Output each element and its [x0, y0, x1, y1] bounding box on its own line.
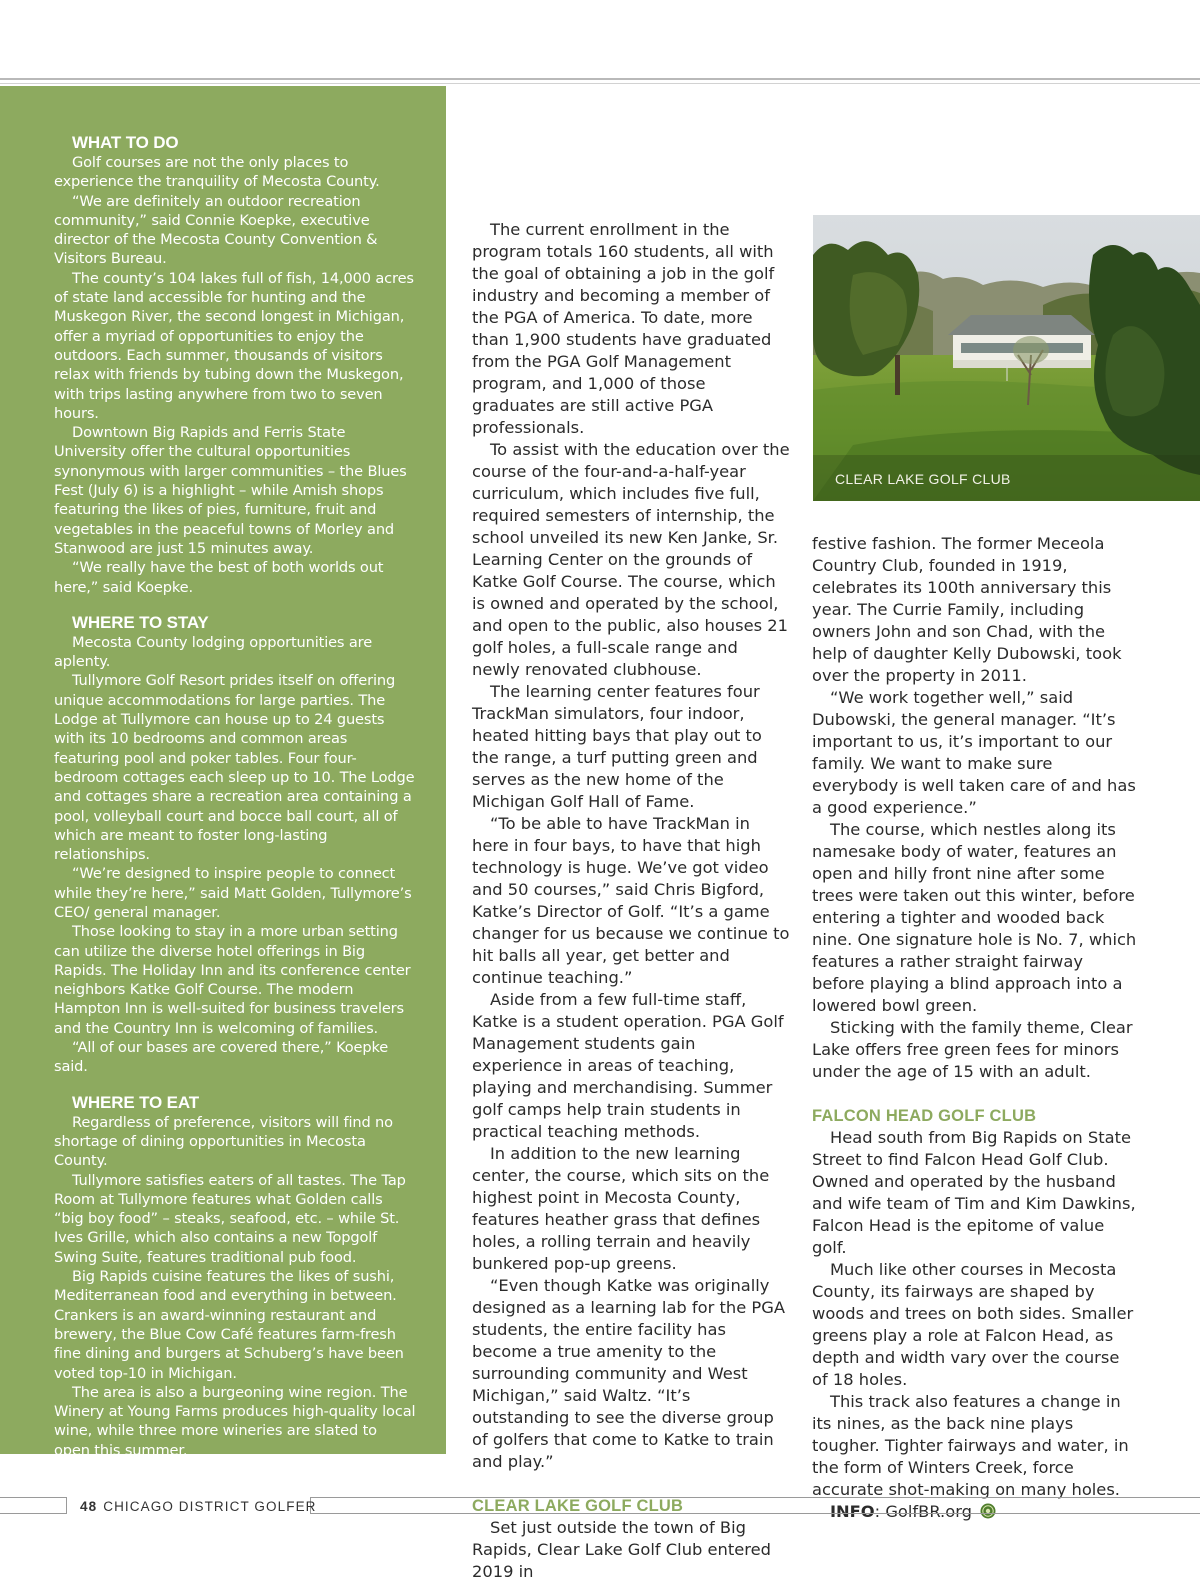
body-paragraph: The current enrollment in the program totals 160 students, all with the goal of obtaining a job in the golf industry and becoming a member of the PGA of America. To date, more than 1,900 students have graduated from the PGA Golf Management program, and 1,000 of those graduates are still active PGA professionals. [472, 220, 775, 437]
sidebar-paragraph: Those looking to stay in a more urban setting can utilize the diverse hotel offerings in Big Rapids. The Holiday Inn and its conference center neighbors Katke Golf Course. The modern Hampton Inn is well-suited for business travelers and the Country Inn is welcoming of families. [54, 923, 411, 1037]
what-to-do-heading: WHAT TO DO [72, 133, 179, 152]
body-paragraph: Aside from a few full-time staff, Katke is a student operation. PGA Golf Management students gain experience in areas of teaching, playing and merchandising. Summer golf camps help train students in practical teaching methods. [472, 990, 784, 1141]
where-to-eat-heading: WHERE TO EAT [72, 1092, 199, 1112]
body-paragraph: Sticking with the family theme, Clear Lake offers free green fees for minors under the age of 15 with an adult. [812, 1018, 1133, 1081]
footer-rule [0, 1513, 66, 1514]
page-number: 48 [80, 1499, 98, 1514]
header-rule [0, 78, 1200, 80]
sidebar-paragraph: Mecosta County lodging opportunities are aplenty. [54, 633, 373, 671]
sidebar-paragraph: Golf courses are not the only places to experience the tranquility of Mecosta County. [54, 154, 380, 191]
sidebar-paragraph: Regardless of preference, visitors will find no shortage of dining opportunities in Mecosta County. [54, 1113, 393, 1170]
publication-name: CHICAGO DISTRICT GOLFER [103, 1499, 317, 1514]
body-paragraph: “Even though Katke was originally designed as a learning lab for the PGA students, the entire facility has become a true amenity to the surrounding community and West Michigan,” said Waltz. “It’s outstanding to see the diverse group of golfers that come to Katke to train and play.” [472, 1276, 785, 1471]
footer-rule [0, 1497, 66, 1498]
body-paragraph: This track also features a change in its nines, as the back nine plays tougher. Tighter fairways and water, in the form of Winters Creek, force accurate shot-making on many holes. [812, 1392, 1129, 1499]
sidebar-paragraph: Tullymore satisfies eaters of all tastes. The Tap Room at Tullymore features what Golden calls “big boy food” – steaks, seafood, etc. – while St. Ives Grille, which also contains a new Topgolf Swing Suite, features traditional pub food. [54, 1171, 406, 1266]
sidebar-panel [0, 86, 446, 1499]
clear-lake-heading: CLEAR LAKE GOLF CLUB [472, 1497, 684, 1515]
clear-lake-photo [813, 215, 1200, 501]
body-paragraph: “We work together well,” said Dubowski, the general manager. “It’s important to us, it’s important to our family. We want to make sure everybody is well taken care of and has a good experience.” [812, 688, 1136, 817]
sidebar-paragraph: The county’s 104 lakes full of fish, 14,000 acres of state land accessible for hunting and the Muskegon River, the second longest in Michigan, offer a myriad of opportunities to enjoy the outdoors. Each summer, thousands of visitors relax with friends by tubing down the Muskegon, with trips lasting anywhere from two to seven hours. [54, 269, 414, 422]
info-label: INFO [72, 1461, 112, 1478]
sidebar-paragraph: “We’re designed to inspire people to connect while they’re here,” said Matt Golden, Tullymore’s CEO/ general manager. [54, 865, 412, 921]
where-to-stay-heading: WHERE TO STAY [72, 612, 209, 632]
sidebar-paragraph: “We really have the best of both worlds out here,” said Koepke. [54, 559, 384, 596]
footer-rule [310, 1497, 1200, 1498]
body-paragraph: Head south from Big Rapids on State Street to find Falcon Head Golf Club. Owned and operated by the husband and wife team of Tim and Kim Dawkins, Falcon Head is the epitome of value golf. [812, 1128, 1136, 1257]
body-paragraph: The course, which nestles along its namesake body of water, features an open and hilly front nine after some trees were taken out this winter, before entering a tighter and wooded back nine. One signature hole is No. 7, which features a rather straight fairway before playing a blind approach into a lowered bowl green. [812, 820, 1137, 1015]
header-rule-thin [0, 83, 1200, 84]
sidebar-paragraph: Big Rapids cuisine features the likes of sushi, Mediterranean food and everything in between. Crankers is an award-winning restaurant and brewery, the Blue Cow Café features farm-fresh fine dining and burgers at Schuberg’s have been voted top-10 in Michigan. [54, 1268, 404, 1382]
sidebar-info [54, 1460, 416, 1479]
article-info [812, 1501, 1138, 1523]
info-link[interactable]: : BigRapids.org [111, 1461, 220, 1478]
body-paragraph: To assist with the education over the course of the four-and-a-half-year curriculum, which includes five full, required semesters of internship, the school unveiled its new Ken Janke, Sr. Learning Center on the grounds of Katke Golf Course. The course, which is owned and operated by the school, and open to the public, also houses 21 golf holes, a full-scale range and newly renovated clubhouse. [472, 440, 790, 679]
sidebar-paragraph: The area is also a burgeoning wine region. The Winery at Young Farms produces high-quality local wine, while three more wineries are slated to open this summer. [54, 1383, 416, 1459]
body-paragraph: The learning center features four TrackMan simulators, four indoor, heated hitting bays that play out to the range, a turf putting green and serves as the new home of the Michigan Golf Hall of Fame. [472, 682, 762, 811]
sidebar-paragraph: “All of our bases are covered there,” Koepke said. [54, 1039, 389, 1076]
photo-caption: CLEAR LAKE GOLF CLUB [835, 471, 1011, 487]
body-paragraph: In addition to the new learning center, the course, which sits on the highest point in Mecosta County, features heather grass that defines holes, a rolling terrain and heavily bunkered pop-up greens. [472, 1144, 770, 1273]
cdga-logo-icon [980, 1503, 996, 1519]
article-column-1 [472, 219, 790, 1583]
info-label: INFO [830, 1502, 875, 1521]
sidebar-paragraph: “We are definitely an outdoor recreation community,” said Connie Koepke, executive director of the Mecosta County Convention & Visitors Bureau. [54, 192, 378, 268]
body-paragraph: Set just outside the town of Big Rapids, Clear Lake Golf Club entered 2019 in [472, 1518, 771, 1581]
footer-rule [310, 1513, 1200, 1514]
page-footer [80, 1499, 317, 1514]
sidebar-content [54, 132, 416, 1500]
clubhouse-landscape-image [813, 215, 1200, 501]
body-paragraph: “To be able to have TrackMan in here in four bays, to have that high technology is huge. We’ve got video and 50 courses,” said Chris Bigford, Katke’s Director of Golf. “It’s a game changer for us because we continue to hit balls all year, get better and continue teaching.” [472, 814, 790, 987]
falcon-head-heading: FALCON HEAD GOLF CLUB [812, 1107, 1037, 1125]
footer-divider [66, 1497, 67, 1514]
body-paragraph: festive fashion. The former Meceola Country Club, founded in 1919, celebrates its 100th anniversary this year. The Currie Family, including owners John and son Chad, with the help of daughter Kelly Dubowski, took over the property in 2011. [812, 534, 1122, 685]
section-spacer [812, 1083, 1138, 1105]
section-spacer [472, 1473, 790, 1495]
sidebar-paragraph: Tullymore Golf Resort prides itself on offering unique accommodations for large parties. The Lodge at Tullymore can house up to 24 guests with its 10 bedrooms and common areas featuring pool and poker tables. Four four-bedroom cottages each sleep up to 10. The Lodge and cottages share a recreation area containing a pool, volleyball court and bocce ball court, all of which are meant to foster long-lasting relationships. [54, 672, 415, 864]
article-column-2 [812, 533, 1138, 1523]
body-paragraph: Much like other courses in Mecosta County, its fairways are shaped by woods and trees on both sides. Smaller greens play a role at Falcon Head, as depth and width vary over the course of 18 holes. [812, 1260, 1134, 1389]
sidebar-paragraph: Downtown Big Rapids and Ferris State University offer the cultural opportunities synonymous with larger communities – the Blues Fest (July 6) is a highlight – while Amish shops featuring the likes of pies, furniture, fruit and vegetables in the peaceful towns of Morley and Stanwood are just 15 minutes away. [54, 424, 407, 557]
author-byline: — Casey Richards [270, 1481, 400, 1499]
info-link[interactable]: : GolfBR.org [874, 1502, 972, 1521]
